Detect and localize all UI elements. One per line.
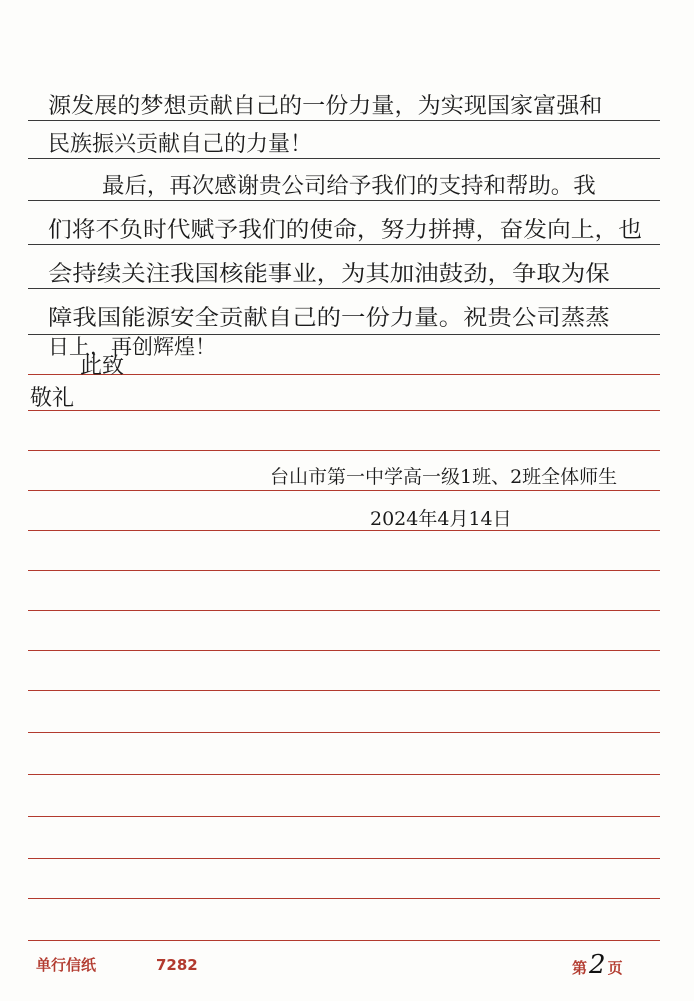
closing-respect: 敬礼 — [30, 386, 75, 411]
ruled-line — [28, 650, 660, 651]
paper-label: 单行信纸 — [36, 956, 97, 974]
page-number: 2 — [589, 950, 606, 980]
paper-code: 7282 — [156, 956, 198, 974]
closing-salutation: 此致 — [80, 354, 125, 379]
ruled-line — [28, 570, 660, 571]
page-indicator — [572, 950, 623, 980]
letter-date: 2024年4月14日 — [370, 508, 512, 530]
letter-line: 源发展的梦想贡献自己的一份力量，为实现国家富强和 — [48, 94, 603, 119]
letter-line: 们将不负时代赋予我们的使命，努力拼搏，奋发向上，也 — [48, 218, 643, 243]
page-prefix: 第 — [572, 959, 588, 977]
ruled-line — [28, 120, 660, 121]
ruled-line — [28, 410, 660, 411]
page-suffix: 页 — [607, 959, 623, 977]
ruled-line — [28, 816, 660, 817]
ruled-line — [28, 690, 660, 691]
ruled-line — [28, 288, 660, 289]
ruled-line — [28, 244, 660, 245]
ruled-line — [28, 450, 660, 451]
letter-line: 最后，再次感谢贵公司给予我们的支持和帮助。我 — [102, 174, 596, 199]
letter-line: 民族振兴贡献自己的力量！ — [48, 132, 313, 157]
letter-line: 会持续关注我国核能事业，为其加油鼓劲，争取为保 — [48, 262, 610, 287]
signature: 台山市第一中学高一级1班、2班全体师生 — [270, 466, 618, 488]
letter-line: 日上，再创辉煌！ — [48, 335, 216, 359]
ruled-line — [28, 610, 660, 611]
ruled-line — [28, 940, 660, 941]
ruled-line — [28, 200, 660, 201]
letter-line: 障我国能源安全贡献自己的一份力量。祝贵公司蒸蒸 — [48, 306, 610, 331]
ruled-line — [28, 732, 660, 733]
ruled-line — [28, 158, 660, 159]
ruled-line — [28, 858, 660, 859]
ruled-line — [28, 490, 660, 491]
ruled-line — [28, 898, 660, 899]
ruled-line — [28, 774, 660, 775]
ruled-line — [28, 530, 660, 531]
